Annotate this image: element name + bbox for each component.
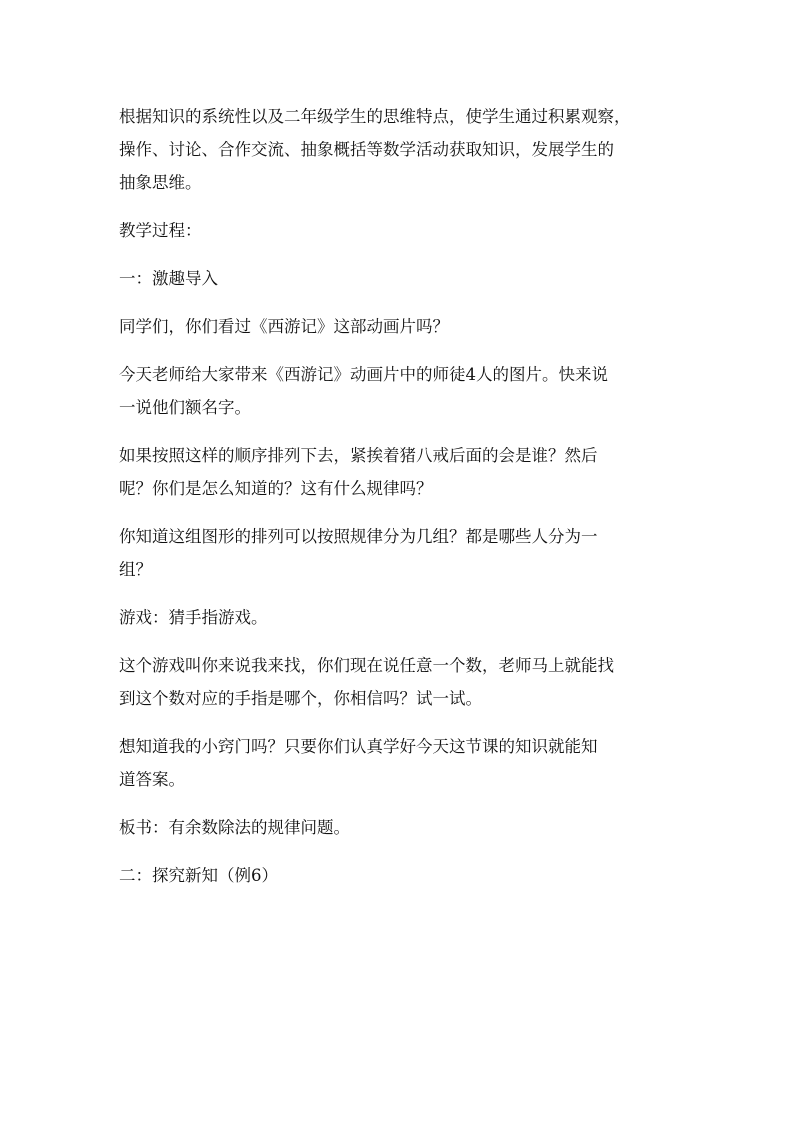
text-line: 道答案。 [119,770,185,789]
text-line: 一说他们额名字。 [119,398,251,417]
paragraph-process-heading [119,214,679,247]
text-line: 根据知识的系统性以及二年级学生的思维特点，使学生通过积累观察， [119,107,631,126]
text-line: 抽象思维。 [119,173,202,192]
text-line: 教学过程： [119,221,202,240]
text-line: 组？ [119,560,152,579]
paragraph-goal [119,100,679,199]
text-line: 如果按照这样的顺序排列下去，紧挨着猪八戒后面的会是谁？然后 [119,446,598,465]
text-line: 游戏：猜手指游戏。 [119,608,268,627]
text-line: 操作、讨论、合作交流、抽象概括等数学活动获取知识，发展学生的 [119,140,614,159]
text-line: 一：激趣导入 [119,269,218,288]
document-body [119,100,679,907]
text-line: 同学们，你们看过《西游记》这部动画片吗？ [119,317,449,336]
paragraph-board [119,811,679,844]
section-heading-intro [119,262,679,295]
text-line: 到这个数对应的手指是哪个，你相信吗？试一试。 [119,689,482,708]
text-line: 呢？你们是怎么知道的？这有什么规律吗？ [119,479,433,498]
text-line: 你知道这组图形的排列可以按照规律分为几组？都是哪些人分为一 [119,527,598,546]
paragraph-game-description [119,649,679,715]
paragraph-game [119,601,679,634]
paragraph-pictures [119,358,679,424]
paragraph-question [119,310,679,343]
paragraph-sequence [119,439,679,505]
text-line: 这个游戏叫你来说我来找，你们现在说任意一个数，老师马上就能找 [119,656,614,675]
paragraph-secret [119,730,679,796]
text-line: 想知道我的小窍门吗？只要你们认真学好今天这节课的知识就能知 [119,737,598,756]
text-line: 板书：有余数除法的规律问题。 [119,818,350,837]
text-line: 二：探究新知（例6） [119,866,278,885]
text-line: 今天老师给大家带来《西游记》动画片中的师徒4人的图片。快来说 [119,365,608,384]
paragraph-groups [119,520,679,586]
section-heading-explore [119,859,679,892]
